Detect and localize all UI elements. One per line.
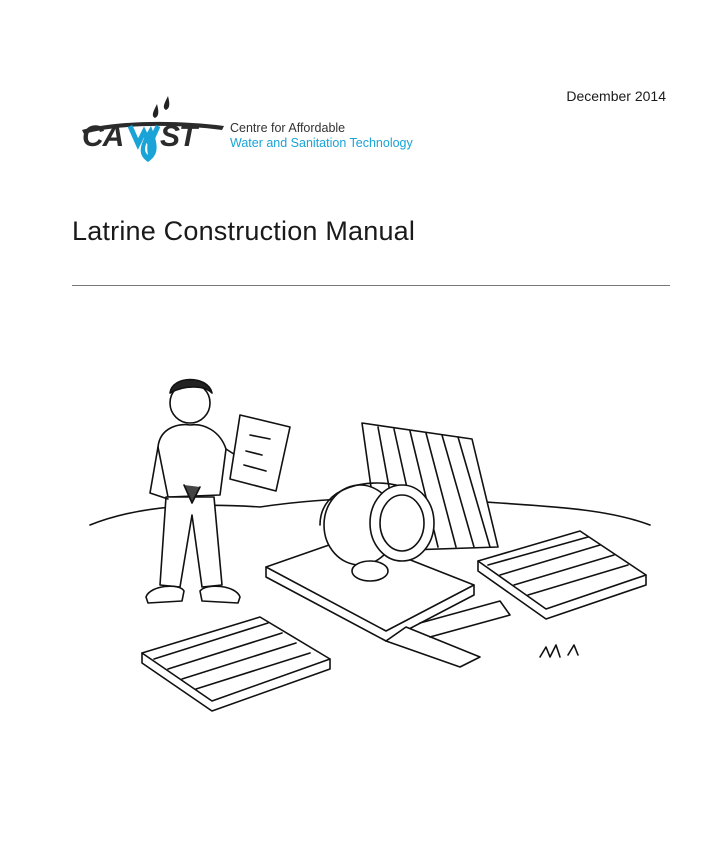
- cawst-logo-icon: [78, 92, 228, 182]
- svg-text:ST: ST: [160, 120, 197, 153]
- document-title: Latrine Construction Manual: [72, 216, 416, 246]
- latrine-construction-illustration-icon: [80, 375, 660, 735]
- cover-date: December 2014: [566, 88, 666, 104]
- logo-line-2: Water and Sanitation Technology: [230, 136, 413, 150]
- logo-tagline: [230, 121, 413, 151]
- svg-text:CA: CA: [82, 120, 124, 153]
- title-divider: [72, 285, 670, 286]
- cawst-logo: [78, 92, 438, 182]
- logo-line-1: Centre for Affordable: [230, 121, 346, 135]
